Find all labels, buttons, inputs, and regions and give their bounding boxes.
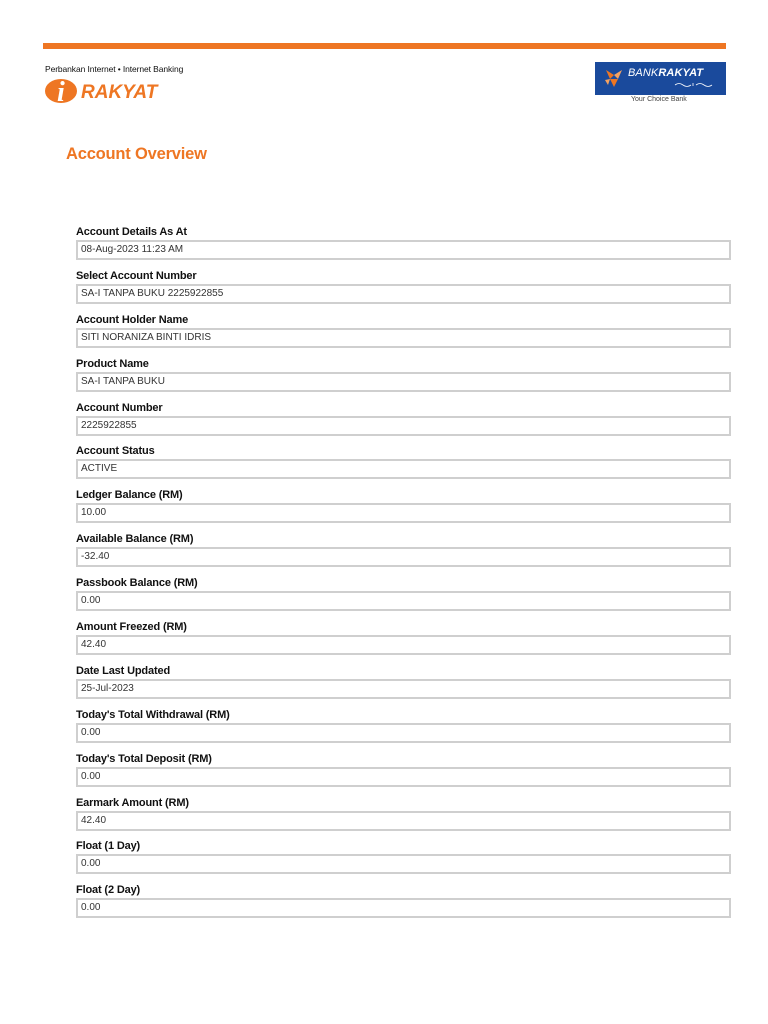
logo-letter-i: i: [57, 77, 65, 108]
field-row: [76, 402, 728, 446]
field-row: [76, 753, 728, 797]
field-value-box: 0.00: [76, 854, 731, 874]
field-value-box: SA-I TANPA BUKU: [76, 372, 731, 392]
field-label: Passbook Balance (RM): [76, 577, 198, 590]
field-label: Available Balance (RM): [76, 533, 194, 546]
field-row: [76, 533, 728, 577]
field-label: Today's Total Withdrawal (RM): [76, 708, 230, 721]
header-accent-rule: [43, 43, 726, 49]
bank-name-suffix: RAKYAT: [658, 67, 704, 79]
bank-name-prefix: BANK: [628, 67, 659, 79]
field-value-box: 10.00: [76, 503, 731, 523]
field-label: Amount Freezed (RM): [76, 621, 187, 634]
field-row: [76, 709, 728, 753]
field-row: [76, 577, 728, 621]
field-row: [76, 665, 728, 709]
bankrakyat-jawi-script: [674, 81, 714, 87]
field-label: Float (1 Day): [76, 840, 141, 853]
logo-word-rakyat: RAKYAT: [81, 82, 158, 103]
field-label: Account Details As At: [76, 226, 187, 238]
field-value-box: 0.00: [76, 898, 731, 918]
irakyat-logo-mark: [45, 74, 195, 108]
field-value-box: -32.40: [76, 547, 731, 567]
field-label: Account Number: [76, 401, 163, 414]
bankrakyat-emblem-icon: [602, 66, 626, 90]
irakyat-logo: [45, 64, 215, 108]
field-label: Date Last Updated: [76, 664, 171, 677]
field-value-box: SITI NORANIZA BINTI IDRIS: [76, 328, 731, 348]
field-value-box: 42.40: [76, 635, 731, 655]
field-row: [76, 489, 728, 533]
field-value-box: ACTIVE: [76, 459, 731, 479]
account-details-form: [76, 226, 728, 928]
field-row: [76, 314, 728, 358]
field-row: [76, 445, 728, 489]
field-label: Earmark Amount (RM): [76, 796, 189, 809]
field-value-box: 25-Jul-2023: [76, 679, 731, 699]
field-value-box: 2225922855: [76, 416, 731, 436]
field-row: [76, 270, 728, 314]
bankrakyat-wordmark: [628, 67, 703, 79]
page-title: Account Overview: [66, 145, 207, 163]
field-value-box: 0.00: [76, 767, 731, 787]
field-value-box: 0.00: [76, 723, 731, 743]
field-label: Ledger Balance (RM): [76, 489, 183, 502]
field-row: [76, 226, 728, 270]
field-row: [76, 797, 728, 841]
field-row: [76, 621, 728, 665]
field-label: Account Holder Name: [76, 313, 189, 326]
field-value-box: 08-Aug-2023 11:23 AM: [76, 240, 731, 260]
field-row: [76, 358, 728, 402]
bank-slogan: Your Choice Bank: [631, 96, 687, 103]
field-label: Product Name: [76, 357, 149, 370]
field-value-box: 0.00: [76, 591, 731, 611]
field-value-box: 42.40: [76, 811, 731, 831]
logo-tagline: Perbankan Internet • Internet Banking: [45, 64, 184, 74]
field-label: Float (2 Day): [76, 884, 141, 897]
field-label: Today's Total Deposit (RM): [76, 752, 212, 765]
field-row: [76, 884, 728, 928]
bankrakyat-logo: [595, 62, 726, 106]
field-label: Account Status: [76, 445, 155, 458]
field-row: [76, 840, 728, 884]
field-label: Select Account Number: [76, 269, 197, 282]
field-value-box: SA-I TANPA BUKU 2225922855: [76, 284, 731, 304]
